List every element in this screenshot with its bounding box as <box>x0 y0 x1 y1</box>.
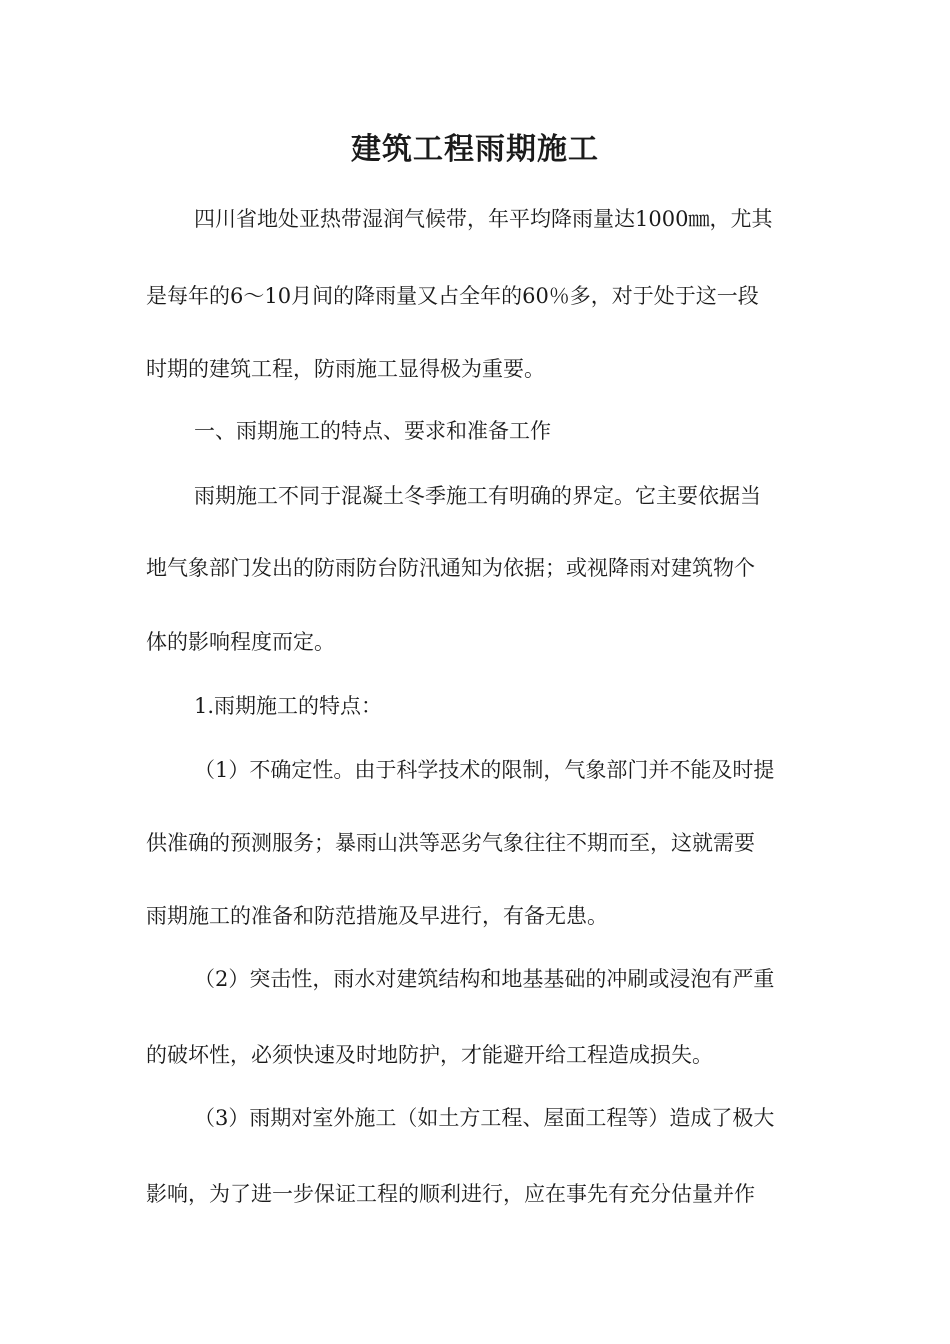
text-line: （1）不确定性。由于科学技术的限制，气象部门并不能及时提 <box>194 758 775 782</box>
text-line: （3）雨期对室外施工（如土方工程、屋面工程等）造成了极大 <box>194 1106 775 1130</box>
text-line: 是每年的6～10月间的降雨量又占全年的60％多，对于处于这一段 <box>146 284 759 308</box>
text-line: 地气象部门发出的防雨防台防汛通知为依据；或视降雨对建筑物个 <box>146 556 755 580</box>
text-line: 雨期施工的准备和防范措施及早进行，有备无患。 <box>146 904 608 928</box>
text-line: （2）突击性，雨水对建筑结构和地基基础的冲刷或浸泡有严重 <box>194 967 775 991</box>
text-line: 雨期施工不同于混凝土冬季施工有明确的界定。它主要依据当 <box>194 484 761 508</box>
text-line: 四川省地处亚热带湿润气候带，年平均降雨量达1000㎜，尤其 <box>194 207 773 231</box>
document-title: 建筑工程雨期施工 <box>351 132 599 167</box>
text-line: 时期的建筑工程，防雨施工显得极为重要。 <box>146 357 545 381</box>
text-line: 供准确的预测服务；暴雨山洪等恶劣气象往往不期而至，这就需要 <box>146 831 755 855</box>
text-line: 的破坏性，必须快速及时地防护，才能避开给工程造成损失。 <box>146 1043 713 1067</box>
subsection-heading: 1.雨期施工的特点： <box>194 694 383 718</box>
text-line: 影响，为了进一步保证工程的顺利进行，应在事先有充分估量并作 <box>146 1182 755 1206</box>
text-line: 体的影响程度而定。 <box>146 630 335 654</box>
section-heading: 一、雨期施工的特点、要求和准备工作 <box>194 419 551 443</box>
